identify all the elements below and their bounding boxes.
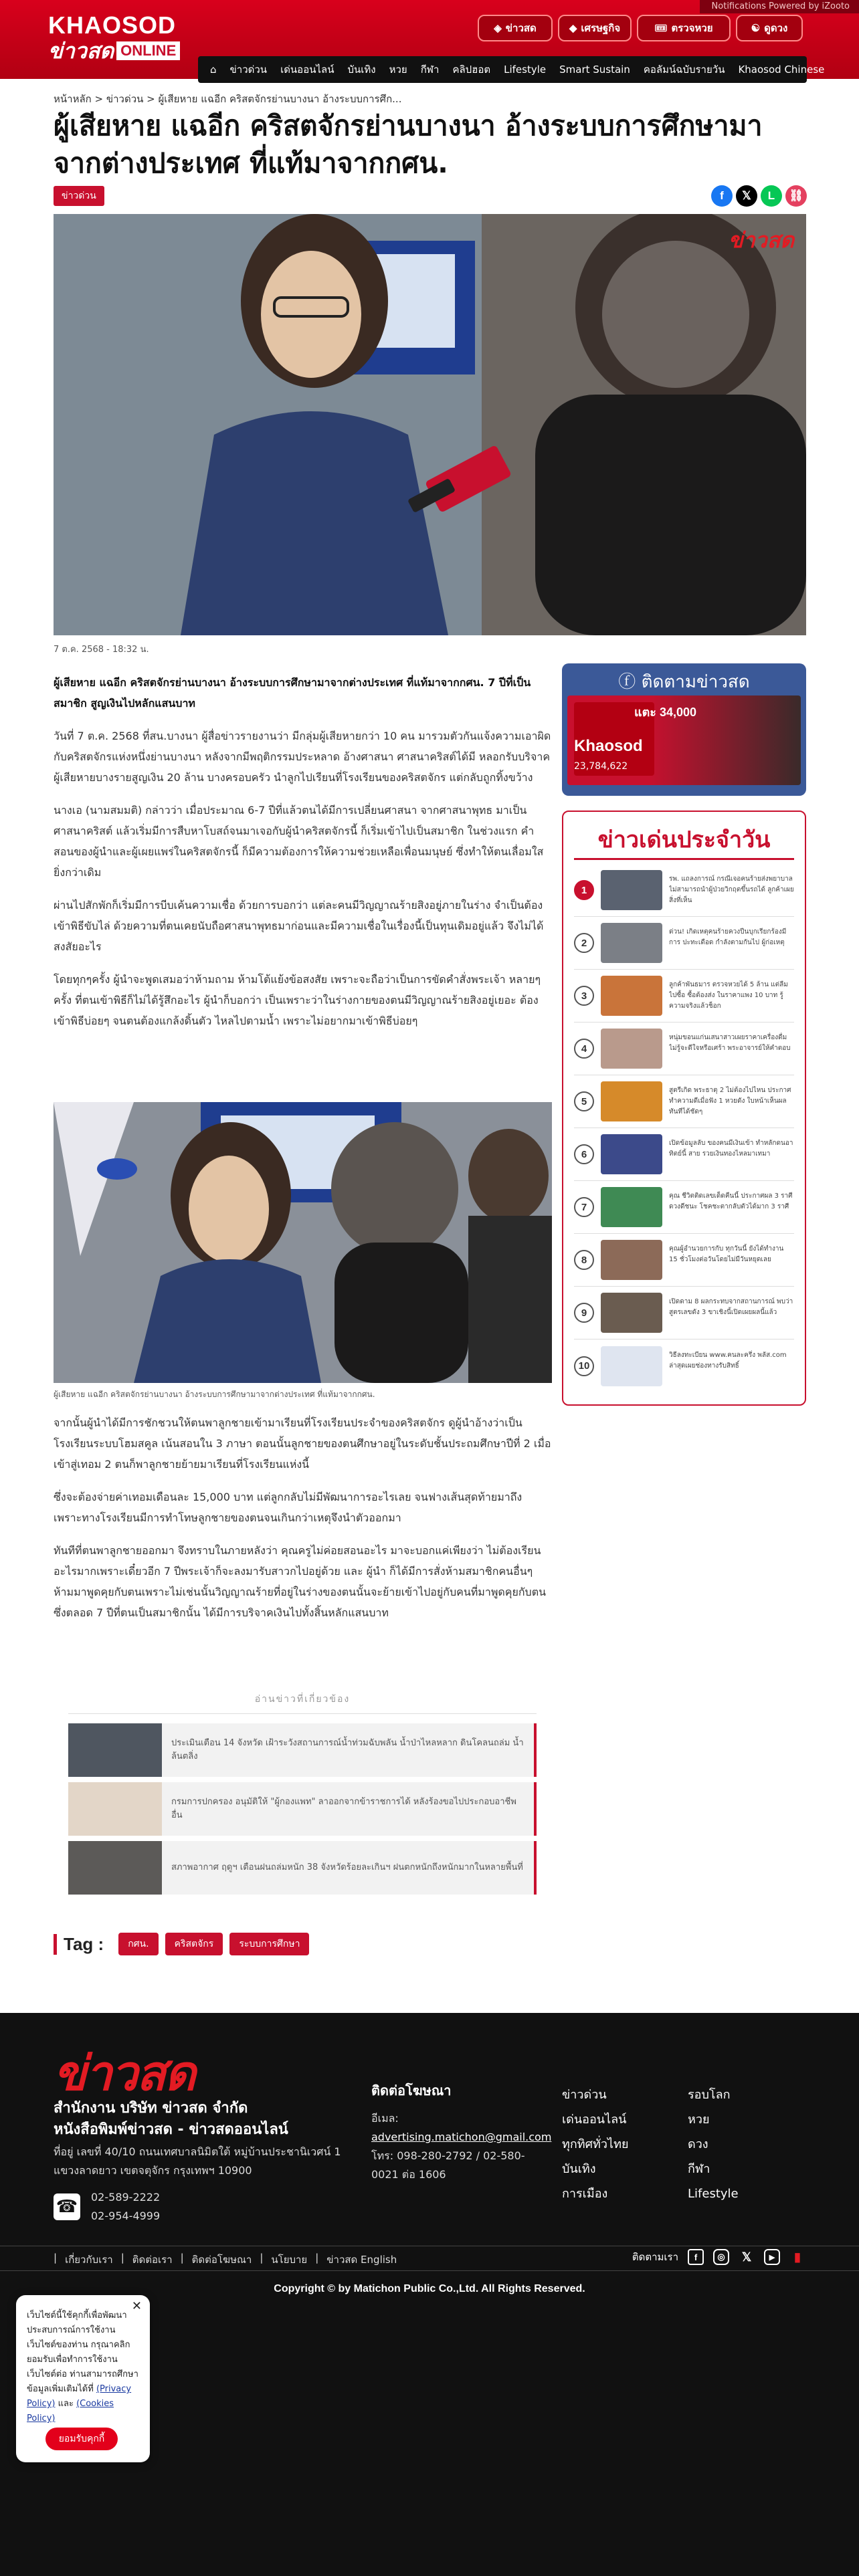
trending-thumb — [601, 1081, 662, 1121]
tag-chip[interactable]: ระบบการศึกษา — [229, 1933, 309, 1955]
phone-icon: ☎ — [54, 2193, 80, 2220]
ad-contact-heading: ติดต่อโฆษณา — [371, 2082, 452, 2099]
article-lead: ผู้เสียหาย แฉอีก คริสตจักรย่านบางนา อ้างระบบการศึกษามาจากต่างประเทศ ที่แท้มาจากกศน. 7 ปีที่เป็นสมาชิก สูญเงินไปหลักแสนบาท — [54, 676, 531, 710]
trending-item[interactable]: 9 เปิดดาม 8 ผลกระทบจากสถานการณ์ พบว่า สูตรเลขดัง 3 ขาเชิงนี้เปิดเผยผลนี้แล้ว — [574, 1287, 794, 1339]
related-thumb — [68, 1841, 162, 1895]
accept-cookies-button[interactable]: ยอมรับคุกกี้ — [45, 2428, 118, 2450]
article-body — [54, 672, 552, 1043]
footer-bottom-links: | เกี่ยวกับเรา | ติดต่อเรา | ติดต่อโฆษณา | นโยบาย | ข่าวสด English — [54, 2252, 397, 2268]
breadcrumb-current: ผู้เสียหาย แฉอีก คริสตจักรย่านบางนา อ้างระบบการศึก... — [158, 93, 402, 105]
article-photo-2 — [54, 1102, 552, 1383]
nav-item[interactable]: Khaosod Chinese — [738, 64, 825, 76]
facebook-followers: 23,784,622 — [574, 761, 628, 772]
trending-thumb — [601, 1134, 662, 1174]
trending-thumb — [601, 1029, 662, 1069]
paragraph: นางเอ (นามสมมติ) กล่าวว่า เมื่อประมาณ 6-7 ปีที่แล้วตนได้มีการเปลี่ยนศาสนา จากศาสนาพุทธ มาเป็นศาสนาคริสต์ แล้วเริ่มมีการสืบหาโบสถ์จนมาเจอกับผู้นำคริสตจักรนี้ ก็เริ่มเข้าไปเป็นสมาชิก ในช่วงแรก คำสอนของผู้นำและผู้เผยแพร่ในคริสตจักรนี้ ก็มีความต้องการให้ความช่วยเหลือเพื่อนมนุษย์ ซึ่งทำให้ตนเลื่อมใสยิ่งกว่าเดิม — [54, 804, 544, 879]
nav-item[interactable]: บันเทิง — [347, 64, 376, 76]
nav-item[interactable]: เด่นออนไลน์ — [280, 64, 335, 76]
line-share-icon[interactable]: L — [761, 185, 782, 207]
site-logo[interactable] — [48, 11, 185, 63]
trending-item[interactable]: 5 สูตรีเกิด พระธาตุ 2 ไม่ต้องไปไหน ประกาศทำความดีเมื่อฟัง 1 หวยดัง ใบหน้าเห็นผลทันทีได้ชัดๆ — [574, 1075, 794, 1128]
footer-link[interactable]: ทุกทิศทั่วไทย — [562, 2137, 629, 2151]
photo-caption: ผู้เสียหาย แฉอีก คริสตจักรย่านบางนา อ้างระบบการศึกษามาจากต่างประเทศ ที่แท้มาจากกศน. — [54, 1390, 375, 1399]
trending-item[interactable]: 4 หนุ่มขอนแก่นเสนาสาวเผยราคาเครื่องดื่ม ไม่รู้จะดีใจหรือเศร้า พระอาจารย์ให้คำตอบ — [574, 1023, 794, 1075]
phone-number[interactable]: 02-954-4999 — [91, 2210, 161, 2222]
khaosod-header-button[interactable]: ◈ ข่าวสด — [478, 15, 553, 41]
follow-label: ติดตามเรา — [632, 2251, 678, 2263]
nav-item[interactable]: Lifestyle — [504, 64, 547, 76]
cookie-text: เว็บไซต์นี้ใช้คุกกี้เพื่อพัฒนาประสบการณ์การใช้งานเว็บไซต์ของท่าน กรุณาคลิกยอมรับเพื่อทำการใช้งานเว็บไซต์ต่อ ท่านสามารถศึกษาข้อมูลเพิ่มเติมได้ที่ — [27, 2311, 138, 2394]
facebook-page-preview — [567, 695, 801, 785]
related-item[interactable]: ประเมินเตือน 14 จังหวัด เฝ้าระวังสถานการณ์น้ำท่วมฉับพลัน น้ำป่าไหลหลาก ดินโคลนถล่ม น้ำล้นตลิ่ง — [68, 1723, 537, 1777]
breadcrumb: หน้าหลัก > ข่าวด่วน > ผู้เสียหาย แฉอีก คริสตจักรย่านบางนา อ้างระบบการศึก... — [54, 93, 402, 105]
trending-item[interactable]: 10 วิธีลงทะเบียน www.คนละครึ่ง พลัส.com ล่าสุดเผยช่องทางรับสิทธิ์ — [574, 1339, 794, 1392]
x-share-icon[interactable]: 𝕏 — [736, 185, 757, 207]
tag-chip[interactable]: คริสตจักร — [165, 1933, 223, 1955]
ad-contact — [371, 2080, 552, 2184]
footer-links-col-1 — [562, 2082, 629, 2206]
related-thumb — [68, 1723, 162, 1777]
trending-thumb — [601, 1187, 662, 1227]
close-icon[interactable]: ✕ — [131, 2299, 142, 2313]
related-thumb — [68, 1782, 162, 1836]
blockdit-icon[interactable]: ▮ — [794, 2250, 801, 2264]
category-badge[interactable]: ข่าวด่วน — [54, 186, 104, 206]
tag-chip[interactable]: กศน. — [118, 1933, 158, 1955]
facebook-page-name: Khaosod — [574, 737, 643, 755]
logo-top: KHAOSOD — [48, 11, 177, 39]
nav-item[interactable]: Smart Sustain — [559, 64, 630, 76]
trending-thumb — [601, 870, 662, 910]
trending-item[interactable]: 7 คุณ ชีวิตติดเลขเด็ดคืนนี้ ประกาศผล 3 ราศีดวงดีชนะ โชคชะตากลับตัวได้มาก 3 ราศี — [574, 1181, 794, 1234]
social-links — [632, 2249, 805, 2265]
phone-number[interactable]: 02-589-2222 — [91, 2191, 161, 2204]
logo-bottom: ข่าวสด — [48, 39, 114, 63]
footer-link[interactable]: บันเทิง — [562, 2162, 596, 2176]
paragraph: ผ่านไปสักพักก็เริ่มมีการบีบเค้นความเชื่อ ด้วยการบอกว่า แต่ละคนมีวิญญาณร้ายสิงอยู่ภายในร่าง จำเป็นต้องเข้าพิธีขับไล่ ด้วยความที่ตนเคยนับถือศาสนาพุทธมาก่อนและมีความเชื่อในเรื่องนี้เป็นทุนเดิมอยู่แล้ว จึงไม่ได้สงสัยอะไร — [54, 899, 544, 953]
footer-bar — [0, 2246, 859, 2271]
facebook-follow-box[interactable] — [562, 663, 806, 796]
advertise-link[interactable]: ติดต่อโฆษณา — [191, 2254, 252, 2266]
trending-news — [562, 811, 806, 1406]
youtube-icon[interactable]: ▶ — [764, 2249, 780, 2265]
facebook-share-icon[interactable]: f — [711, 185, 733, 207]
facebook-badge: แตะ 34,000 — [634, 706, 697, 719]
horoscope-header-button[interactable]: ☯ ดูดวง — [736, 15, 803, 41]
lottery-icon: 🎟 — [654, 23, 668, 34]
footer-link[interactable]: กีฬา — [688, 2162, 710, 2176]
home-icon[interactable]: ⌂ — [210, 64, 217, 76]
privacy-policy-link[interactable]: (Privacy Policy) — [27, 2384, 132, 2409]
trending-thumb — [601, 976, 662, 1016]
trending-thumb — [601, 1346, 662, 1386]
trending-item[interactable]: 6 เปิดข้อมูลลับ ของคนมีเงินเข้า ทำหลักดนอาทิตย์นี้ สาย รวยเงินทองไหลมาเทมา — [574, 1128, 794, 1181]
phone-block — [54, 2188, 160, 2226]
footer-link[interactable]: Lifestyle — [688, 2187, 739, 2201]
nav-item[interactable]: คลิปฮอต — [452, 64, 491, 76]
cookie-consent: ✕ เว็บไซต์นี้ใช้คุกกี้เพื่อพัฒนาประสบการณ์การใช้งานเว็บไซต์ของท่าน กรุณาคลิกยอมรับเพื่อทำการใช้งานเว็บไซต์ต่อ ท่านสามารถศึกษาข้อมูลเพิ่มเติมได้ที่ (Privacy Policy) และ (Cookies Policy) ยอมรับคุกกี้ — [16, 2295, 150, 2462]
paragraph: จากนั้นผู้นำได้มีการชักชวนให้ตนพาลูกชายเข้ามาเรียนที่โรงเรียนประจำของคริสตจักร ดูผู้นำอ้างว่าเป็นโรงเรียนระบบโฮมสคูล เน้นสอนใน 3 ภาษา ตอนนั้นลูกชายของตนศึกษาอยู่ในระดับชั้นประถมศึกษาปีที่ 2 เมื่อเข้าสู่เทอม 2 ตนก็พาลูกชายย้ายมาเรียนที่โรงเรียนแห่งนี้ — [54, 1416, 551, 1471]
footer-link[interactable]: การเมือง — [562, 2187, 608, 2201]
site-header — [0, 0, 859, 79]
about-link[interactable]: เกี่ยวกับเรา — [65, 2254, 113, 2266]
trending-heading: ข่าวเด่นประจำวัน — [574, 820, 794, 860]
footer-link[interactable]: ดวง — [688, 2137, 708, 2151]
email-link[interactable]: advertising.matichon@gmail.com — [371, 2131, 552, 2143]
logo-badge: ONLINE — [116, 41, 180, 60]
main-nav — [198, 56, 825, 83]
trending-thumb — [601, 1240, 662, 1280]
copyright: Copyright © by Matichon Public Co.,Ltd. All Rights Reserved. — [274, 2283, 585, 2294]
ad-phone: โทร: 098-280-2792 / 02-580-0021 ต่อ 1606 — [371, 2149, 525, 2181]
copy-link-icon[interactable]: ⛓ — [785, 185, 807, 207]
paragraph: ทันทีที่ตนพาลูกชายออกมา จึงทราบในภายหลังว่า คุณครูไม่ค่อยสอนอะไร มาจะบอกแค่เพียงว่า ไม่ต้องเรียนอะไรมากเพราะเดี๋ยวอีก 7 ปีพระเจ้าก็จะลงมารับสาวกไปอยู่ด้วย และ ผู้นำ ก็ได้มีการสั่งห้ามสมาชิกคนอื่นๆห้ามมาพูดคุยกับตนเพราะไม่เช่นนั้นวิญญาณร้ายที่อยู่ในร่างของตนนั้นจะย้ายเข้าไปอยู่กับคนที่มาพูดคุยกับตน ซึ่งตลอด 7 ปีที่ตนเป็นสมาชิกนั้น ได้มีการบริจาคเงินไปทั้งสิ้นหลักแสนบาท — [54, 1544, 547, 1619]
hero-photo — [54, 214, 806, 635]
related-heading: อ่านข่าวที่เกี่ยวข้อง — [68, 1692, 537, 1714]
watermark-logo: ข่าวสด — [728, 227, 794, 253]
x-icon[interactable]: 𝕏 — [741, 2250, 752, 2264]
english-link[interactable]: ข่าวสด English — [326, 2254, 397, 2266]
related-item[interactable]: กรมการปกครอง อนุมัติให้ "ผู้กองแพท" ลาออกจากข้าราชการได้ หลังร้องขอไปประกอบอาชีพอื่น — [68, 1782, 537, 1836]
horoscope-icon: ☯ — [751, 23, 761, 34]
footer-links-col-2 — [688, 2082, 739, 2206]
company-name: สำนักงาน บริษัท ข่าวสด จำกัด — [54, 2100, 248, 2117]
company-address: ที่อยู่ เลขที่ 40/10 ถนนเทศบาลนิมิตใต้ หมู่บ้านประชานิเวศน์ 1 แขวงลาดยาว เขตจตุจักร กรุงเทพฯ 10900 — [54, 2145, 341, 2177]
lottery-header-button[interactable]: 🎟 ตรวจหวย — [637, 15, 731, 41]
publish-date: 7 ต.ค. 2568 - 18:32 น. — [54, 645, 149, 655]
trending-item[interactable]: 1 รพ. แถลงการณ์ กรณีเจอคนร้ายส่งพยาบาล ไม่สามารถนำผู้ป่วยวิกฤตขึ้นรถได้ ลูกค้าเผยสิ่งที่เห็น — [574, 864, 794, 917]
footer-link[interactable]: รอบโลก — [688, 2088, 731, 2102]
khaosod-badge-icon: ◈ — [494, 23, 502, 34]
related-item[interactable]: สภาพอากาศ ฤดูฯ เตือนฝนถล่มหนัก 38 จังหวัดร้อยละเกินฯ ฝนตกหนักถึงหนักมากในหลายพื้นที่ — [68, 1841, 537, 1895]
trending-item[interactable]: 3 ลูกค้าพันธมาร ตรวจหวยได้ 5 ล้าน แต่ลืมไปซื้อ ซื้อต้องส่ง ในราคาแพง 10 บาท รู้ความจริงแล้วช็อก — [574, 970, 794, 1023]
related-news — [68, 1692, 537, 1900]
breadcrumb-category[interactable]: ข่าวด่วน — [106, 93, 144, 105]
economy-header-button[interactable]: ◆ เศรษฐกิจ — [558, 15, 632, 41]
nav-item[interactable]: ข่าวด่วน — [229, 64, 268, 76]
footer-logo[interactable]: ข่าวสด — [54, 2045, 195, 2101]
paragraph: โดยทุกๆครั้ง ผู้นำจะพูดเสมอว่าห้ามถาม ห้ามโต้แย้งข้อสงสัย เพราะจะถือว่าเป็นการขัดคำสั่งพระเจ้า หลายๆครั้ง ที่ตนเข้าพิธีก็ไม่ได้รู้สึกอะไร ผู้นำก็บอกว่า เป็นเพราะว่าในร่างกายของตนมีวิญญาณร้ายสิงอยู่เยอะ ต้องเข้าพิธีบ่อยๆ จนตนต้องแกล้งดิ้นตัว ไหลไปตามน้ำ เพราะไม่อยากมาเข้าพิธีบ่อยๆ — [54, 973, 541, 1027]
notification-bar: Notifications Powered by iZooto — [700, 0, 859, 13]
cookies-policy-link[interactable]: (Cookies Policy) — [27, 2399, 114, 2424]
nav-item[interactable]: คอลัมน์ฉบับรายวัน — [643, 64, 725, 76]
footer-link[interactable]: ข่าวด่วน — [562, 2088, 607, 2102]
nav-item[interactable]: หวย — [389, 64, 407, 76]
footer-link[interactable]: หวย — [688, 2113, 710, 2127]
footer-link[interactable]: เด่นออนไลน์ — [562, 2113, 627, 2127]
contact-link[interactable]: ติดต่อเรา — [132, 2254, 173, 2266]
paragraph: ซึ่งจะต้องจ่ายค่าเทอมเดือนละ 15,000 บาท แต่ลูกกลับไม่มีพัฒนาการอะไรเลย จนฟางเส้นสุดท้ายมาถึง เพราะทางโรงเรียนมีการทำโทษลูกชายของตนจนเกินกว่าเหตุจึงนำตัวออกมา — [54, 1491, 522, 1524]
email-label: อีเมล: — [371, 2112, 399, 2125]
publication-name: หนังสือพิมพ์ข่าวสด - ข่าวสดออนไลน์ — [54, 2121, 288, 2138]
tag-label: Tag : — [54, 1934, 104, 1955]
trending-thumb — [601, 923, 662, 963]
site-footer — [0, 2013, 859, 2576]
trending-thumb — [601, 1293, 662, 1333]
article-body-continued — [54, 1412, 552, 1635]
trending-item[interactable]: 2 ด่วน! เกิดเหตุคนร้ายควงปืนบุกเรียกร้องมีการ ปะทะเดือด กำลังตามกันไป ผู้ก่อเหตุ — [574, 917, 794, 970]
facebook-follow-heading: ⓕ ติดตามข่าวสด — [618, 672, 750, 692]
facebook-icon[interactable]: f — [688, 2249, 704, 2265]
facebook-icon: ⓕ — [618, 672, 642, 692]
policy-link[interactable]: นโยบาย — [271, 2254, 308, 2266]
instagram-icon[interactable]: ◎ — [713, 2249, 729, 2265]
breadcrumb-home[interactable]: หน้าหลัก — [54, 93, 92, 105]
nav-item[interactable]: กีฬา — [420, 64, 440, 76]
paragraph: วันที่ 7 ต.ค. 2568 ที่สน.บางนา ผู้สื่อข่าวรายงานว่า มีกลุ่มผู้เสียหายกว่า 10 คน มารวมตัวกันแจ้งความเอาผิด กับคริสตจักรแห่งหนึ่งย่านบางนา หลังจากมีพฤติกรรมประหลาด อ้างศาสนา ศาสนาคริสต์ได้มี หลอกรับบริจาค ผู้เสียหายบางรายสูญเงิน 20 ล้าน บางครอบครัว นำลูกไปเรียนที่โรงเรียนของคริสตจักร แต่กลับถูกทิ้งขว้าง — [54, 730, 551, 784]
tag-list — [54, 1933, 309, 1955]
article-title: ผู้เสียหาย แฉอีก คริสตจักรย่านบางนา อ้างระบบการศึกษามา จากต่างประเทศ ที่แท้มาจากกศน. — [54, 110, 763, 179]
economy-badge-icon: ◆ — [569, 23, 577, 34]
trending-item[interactable]: 8 คุณผู้อำนวยการกับ ทุกวันนี้ ยังได้ทำงาน 15 ชั่วโมงต่อวันโดยไม่มีวันหยุดเลย — [574, 1234, 794, 1287]
